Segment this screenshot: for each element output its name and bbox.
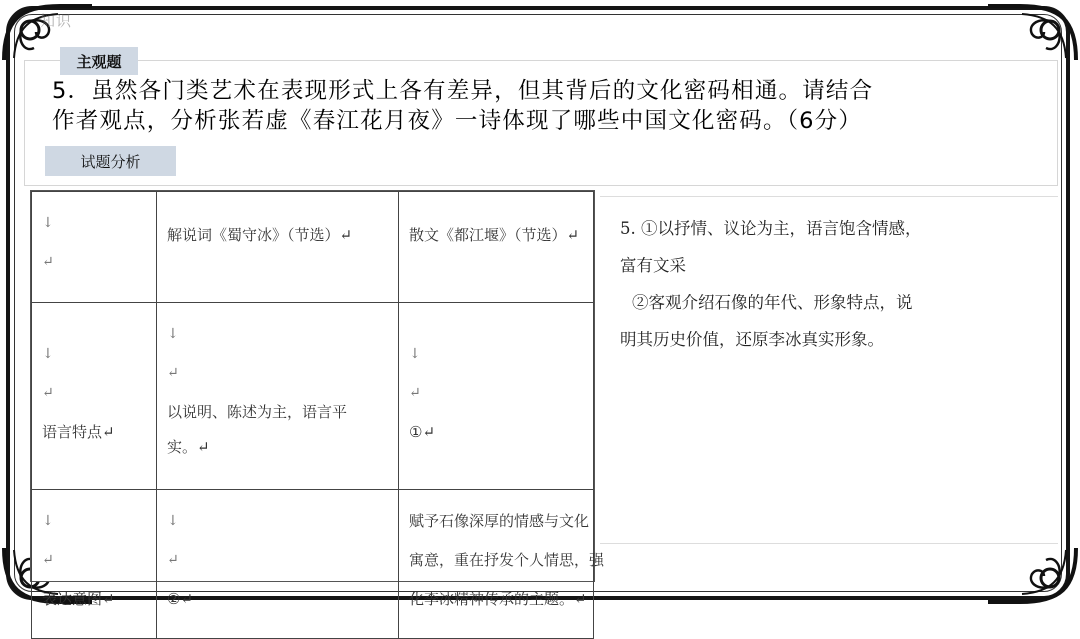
comparison-table	[30, 190, 605, 608]
table-header-cell	[399, 192, 594, 303]
answer-line: ②客观介绍石像的年代、形象特点，说	[632, 293, 913, 312]
column-header: 散文《都江堰》（节选）↵	[409, 226, 580, 244]
return-mark: ↵	[42, 552, 54, 568]
cell-text: 实。↵	[167, 438, 210, 456]
down-arrow-mark: ↓	[42, 346, 54, 362]
cell-text: 以说明、陈述为主，语言平	[167, 403, 348, 421]
table-row	[32, 303, 594, 490]
table-cell	[399, 303, 594, 490]
table-cell	[157, 303, 399, 490]
table-row	[32, 490, 594, 639]
table-row	[32, 192, 594, 303]
down-arrow-mark: ↓	[42, 215, 54, 231]
column-header: 解说词《蜀守冰》（节选）↵	[167, 226, 353, 244]
return-mark: ↵	[42, 385, 54, 401]
table-cell	[32, 490, 157, 639]
answer-text	[620, 210, 990, 358]
answer-line: 5. ①以抒情、议论为主，语言饱含情感，	[620, 219, 922, 238]
top-watermark: 知识	[40, 12, 73, 30]
table-cell	[399, 490, 605, 639]
table-header-cell	[157, 192, 399, 303]
answer-line: 富有文采	[620, 256, 686, 275]
table-cell	[32, 192, 157, 303]
return-mark: ↵	[42, 254, 54, 270]
cell-text: 化李冰精神传承的主题。↵	[409, 590, 587, 608]
return-mark: ↵	[409, 385, 421, 401]
question-line: 5．虽然各门类艺术在表现形式上各有差异，但其背后的文化密码相通。请结合	[52, 78, 874, 104]
table-cell	[157, 490, 399, 639]
cell-text: 赋予石像深厚的情感与文化	[409, 512, 590, 530]
down-arrow-mark: ↓	[167, 513, 179, 529]
subjective-question-tag: 主观题	[60, 47, 138, 75]
row-label: 表达意图↵	[42, 590, 115, 608]
row-label: 语言特点↵	[42, 423, 115, 441]
down-arrow-mark: ↓	[42, 513, 54, 529]
answer-line: 明其历史价值，还原李冰真实形象。	[620, 330, 884, 349]
analysis-tag: 试题分析	[45, 146, 176, 176]
corner-ornament-icon	[984, 0, 1080, 64]
table-cell	[32, 303, 157, 490]
down-arrow-mark: ↓	[409, 346, 421, 362]
cell-text: ②↵	[167, 590, 194, 608]
question-text	[52, 76, 1032, 136]
question-line: 作者观点，分析张若虚《春江花月夜》一诗体现了哪些中国文化密码。（6分）	[52, 108, 863, 134]
down-arrow-mark: ↓	[167, 326, 179, 342]
return-mark: ↵	[167, 552, 179, 568]
cell-text: ①↵	[409, 423, 436, 441]
return-mark: ↵	[167, 365, 179, 381]
corner-ornament-icon	[984, 544, 1080, 608]
cell-text: 寓意，重在抒发个人情思，强	[409, 551, 605, 569]
